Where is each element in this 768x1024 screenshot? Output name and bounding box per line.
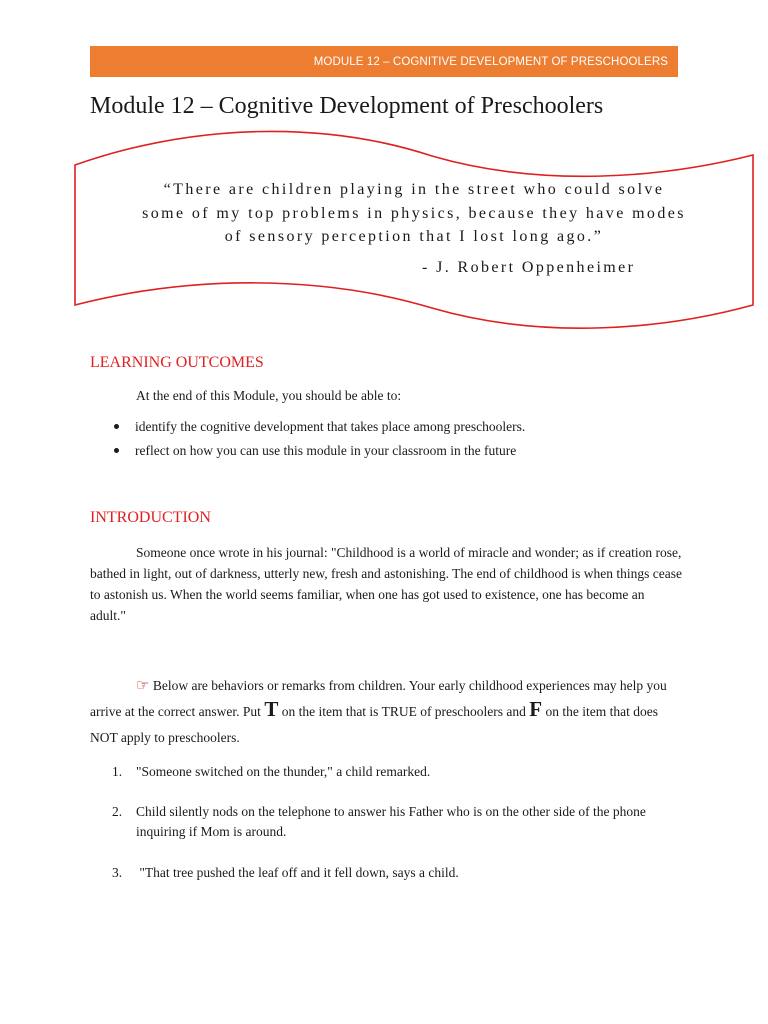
activity-text: Below are behaviors or remarks from children. Your early childhood experiences may help you arrive at the correct answer. Put [90, 678, 667, 719]
activity-instructions [90, 673, 682, 751]
letter-t: T [264, 697, 279, 721]
learning-outcomes-heading: LEARNING OUTCOMES [90, 354, 264, 371]
header-label: MODULE 12 – COGNITIVE DEVELOPMENT OF PRESCHOOLERS [313, 55, 668, 68]
item-text: Child silently nods on the telephone to answer his Father who is on the other side of the phone inquiring if Mom is around. [136, 804, 646, 839]
list-item: identify the cognitive development that takes place among preschoolers. [112, 416, 525, 440]
header-bar [90, 46, 678, 77]
letter-f: F [529, 697, 543, 721]
quote-author: - J. Robert Oppenheimer [422, 259, 636, 276]
list-item [112, 762, 682, 782]
quote-line: “There are children playing in the street who could solve [163, 181, 665, 198]
pointing-hand-icon: ☞ [136, 678, 150, 694]
list-item: reflect on how you can use this module in your classroom in the future [112, 440, 525, 464]
item-text: "That tree pushed the leaf off and it fell down, says a child. [136, 865, 459, 880]
activity-text: on the item that is TRUE of preschoolers and [278, 704, 530, 719]
learning-outcomes-intro: At the end of this Module, you should be able to: [136, 388, 402, 403]
activity-items-list [112, 762, 682, 883]
quote-line: some of my top problems in physics, because they have modes [142, 204, 686, 222]
introduction-paragraph: Someone once wrote in his journal: "Childhood is a world of miracle and wonder; as if creation rose, bathed in light, out of darkness, utterly new, fresh and astonishing. The end of childhood is when things cease to astonish us. When the world seems familiar, when one has got used to existence, one has become an adult." [90, 545, 683, 623]
item-text: "Someone switched on the thunder," a child remarked. [136, 764, 431, 779]
list-item [112, 863, 682, 883]
item-number: 1. [112, 764, 123, 779]
introduction-heading: INTRODUCTION [90, 509, 211, 526]
item-number: 2. [112, 804, 123, 819]
learning-outcomes-list [112, 416, 525, 464]
page-title: Module 12 – Cognitive Development of Preschoolers [90, 93, 604, 119]
activity-text: on the item that does NOT apply to preschoolers. [90, 704, 658, 745]
quote-line: of sensory perception that I lost long ago.” [224, 228, 604, 245]
list-item [112, 802, 682, 842]
quote-banner [72, 130, 756, 335]
item-number: 3. [112, 865, 123, 880]
quote-text [72, 178, 756, 249]
